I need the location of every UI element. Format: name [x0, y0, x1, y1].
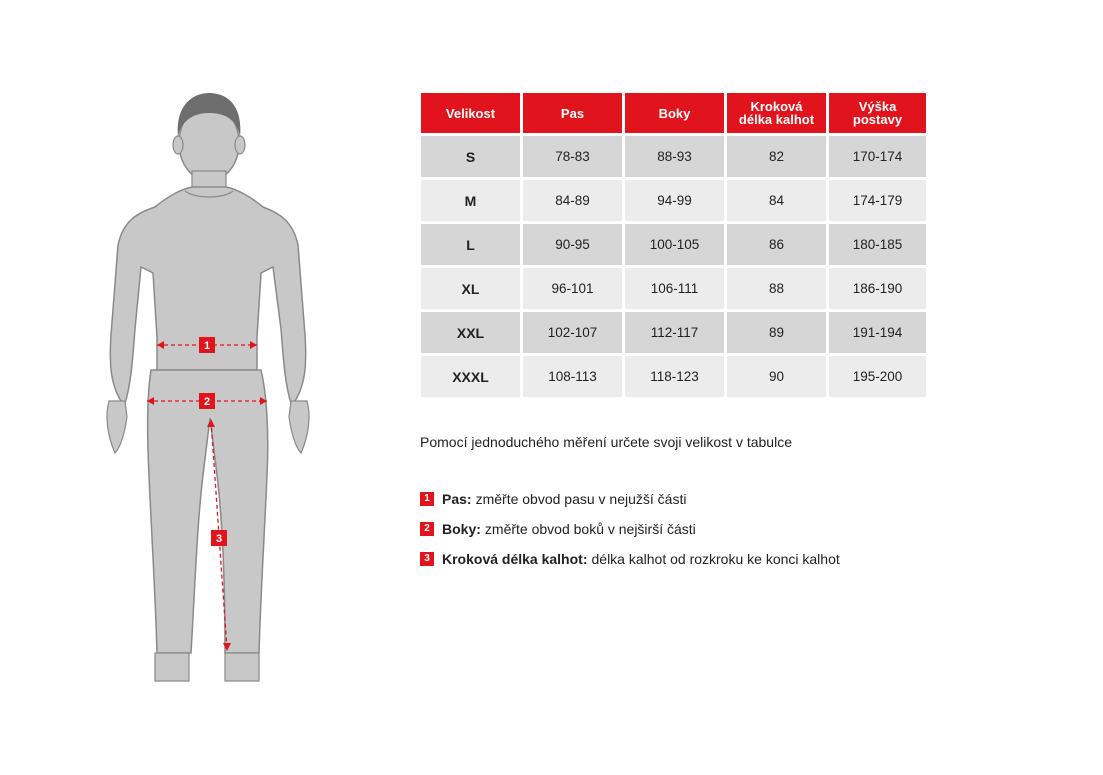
legend-term: Pas: — [442, 491, 472, 507]
table-row — [421, 180, 926, 221]
size-cell: XL — [421, 268, 520, 309]
header-waist — [523, 93, 622, 133]
waist-cell: 78-83 — [523, 136, 622, 177]
waist-cell: 90-95 — [523, 224, 622, 265]
table-row — [421, 312, 926, 353]
header-size — [421, 93, 520, 133]
header-height — [829, 93, 926, 133]
height-cell: 180-185 — [829, 224, 926, 265]
height-cell: 195-200 — [829, 356, 926, 397]
height-cell: 191-194 — [829, 312, 926, 353]
inseam-cell: 90 — [727, 356, 826, 397]
left-foot — [155, 653, 189, 681]
inseam-cell: 84 — [727, 180, 826, 221]
waist-cell: 84-89 — [523, 180, 622, 221]
header-height-line-2: postavy — [852, 112, 903, 127]
left-hand — [107, 401, 127, 453]
height-cell: 170-174 — [829, 136, 926, 177]
hips-cell: 100-105 — [625, 224, 724, 265]
header-inseam-line-1: Kroková — [750, 99, 803, 114]
legend-item-waist — [420, 484, 840, 514]
legend-number-badge: 3 — [420, 552, 434, 566]
legend-description: změřte obvod pasu v nejužší části — [475, 491, 687, 507]
height-cell: 174-179 — [829, 180, 926, 221]
header-size-line-1: Velikost — [445, 105, 496, 121]
legend-description: změřte obvod boků v nejširší části — [484, 521, 696, 537]
left-ear — [173, 136, 183, 154]
inseam-cell: 89 — [727, 312, 826, 353]
size-chart-table — [418, 90, 929, 400]
header-inseam — [727, 93, 826, 133]
waist-cell: 96-101 — [523, 268, 622, 309]
legend-number-badge: 2 — [420, 522, 434, 536]
right-ear — [235, 136, 245, 154]
table-row — [421, 268, 926, 309]
size-cell: M — [421, 180, 520, 221]
size-cell: XXXL — [421, 356, 520, 397]
waist-cell: 108-113 — [523, 356, 622, 397]
marker-3-label: 3 — [215, 533, 223, 545]
table-row — [421, 356, 926, 397]
table-row — [421, 136, 926, 177]
size-cell: XXL — [421, 312, 520, 353]
inseam-cell: 82 — [727, 136, 826, 177]
legend-number-badge: 1 — [420, 492, 434, 506]
height-cell: 186-190 — [829, 268, 926, 309]
size-cell: L — [421, 224, 520, 265]
hips-cell: 118-123 — [625, 356, 724, 397]
marker-1-label: 1 — [203, 340, 211, 352]
header-inseam-line-2: délka kalhot — [738, 112, 815, 127]
measurement-legend — [420, 484, 840, 574]
table-row — [421, 224, 926, 265]
header-height-line-1: Výška — [858, 99, 897, 114]
inseam-cell: 88 — [727, 268, 826, 309]
hips-cell: 112-117 — [625, 312, 724, 353]
legend-item-hips — [420, 514, 840, 544]
header-waist-line-1: Pas — [560, 105, 585, 121]
inseam-cell: 86 — [727, 224, 826, 265]
body-silhouette-illustration — [95, 85, 325, 690]
table-header-row — [421, 93, 926, 133]
hips-cell: 106-111 — [625, 268, 724, 309]
legend-term: Kroková délka kalhot: — [442, 551, 588, 567]
hips-cell: 94-99 — [625, 180, 724, 221]
legend-description: délka kalhot od rozkroku ke konci kalhot — [591, 551, 840, 567]
size-cell: S — [421, 136, 520, 177]
header-hips-line-1: Boky — [658, 105, 691, 121]
legend-term: Boky: — [442, 521, 481, 537]
marker-2-label: 2 — [203, 396, 211, 408]
intro-text: Pomocí jednoduchého měření určete svoji velikost v tabulce — [420, 434, 792, 450]
hips-cell: 88-93 — [625, 136, 724, 177]
waist-cell: 102-107 — [523, 312, 622, 353]
legs — [148, 370, 268, 653]
right-hand — [289, 401, 309, 453]
right-foot — [225, 653, 259, 681]
header-hips — [625, 93, 724, 133]
body-figure — [95, 85, 325, 690]
legend-item-inseam — [420, 544, 840, 574]
